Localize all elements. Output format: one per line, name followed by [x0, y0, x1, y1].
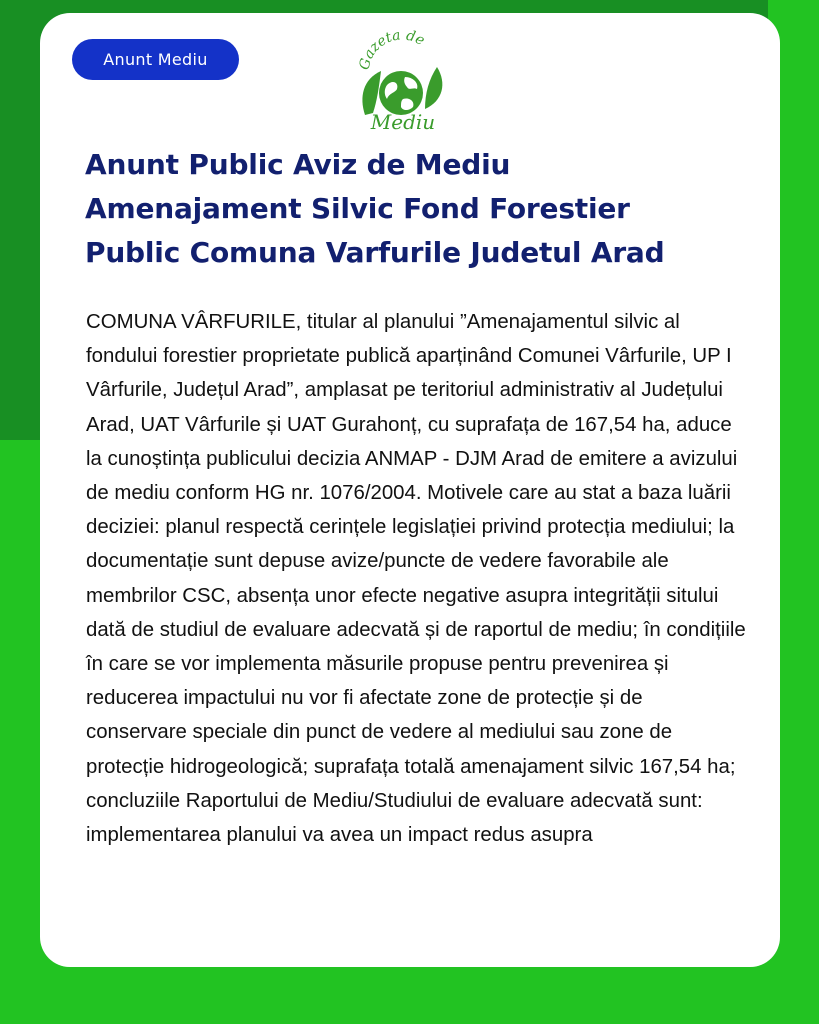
article-body: COMUNA VÂRFURILE, titular al planului ”Amenajamentul silvic al fondului forestier proprietate publică aparținând Comunei Vârfurile, UP I Vârfurile, Județul Arad”, amplasat pe teritoriul administrativ al Județului Arad, UAT Vârfurile și UAT Gurahonț, cu suprafața de 167,54 ha, aduce la cunoștința publicului decizia ANMAP - DJM Arad de emitere a avizului de mediu conform HG nr. 1076/2004. Motivele care au stat a baza luării deciziei: planul respectă cerințele legislației privind protecția mediului; la documentație sunt depuse avize/puncte de vedere favorabile ale membrilor CSC, absența unor efecte negative asupra integrității sitului dată de studiul de evaluare adecvată și de raportul de mediu; în condițiile în care se vor implementa măsurile propuse pentru prevenirea și reducerea impactului nu vor fi afectate zone de protecție și de conservare speciale din punct de vedere al mediului sau zone de protecție hidrogeologică; suprafața totală amenajament silvic 167,54 ha; concluziile Raportului de Mediu/Studiului de evaluare adecvată sunt: implementarea planului va avea un impact redus asupra — [86, 311, 746, 847]
title-line-1: Anunt Public Aviz de Mediu — [85, 148, 511, 181]
gazeta-de-mediu-logo — [351, 27, 451, 133]
text-fade-overlay — [40, 953, 780, 967]
logo-top-text: Gazeta de — [356, 27, 428, 72]
globe-leaf-logo-icon — [351, 27, 451, 133]
announcement-card — [40, 13, 780, 967]
logo-bottom-text: Mediu — [370, 110, 436, 133]
category-badge[interactable]: Anunt Mediu — [72, 39, 239, 80]
title-line-3: Public Comuna Varfurile Judetul Arad — [85, 236, 665, 269]
svg-text:Gazeta de — [356, 27, 427, 71]
title-line-2: Amenajament Silvic Fond Forestier — [85, 192, 630, 225]
article-title — [85, 143, 765, 275]
